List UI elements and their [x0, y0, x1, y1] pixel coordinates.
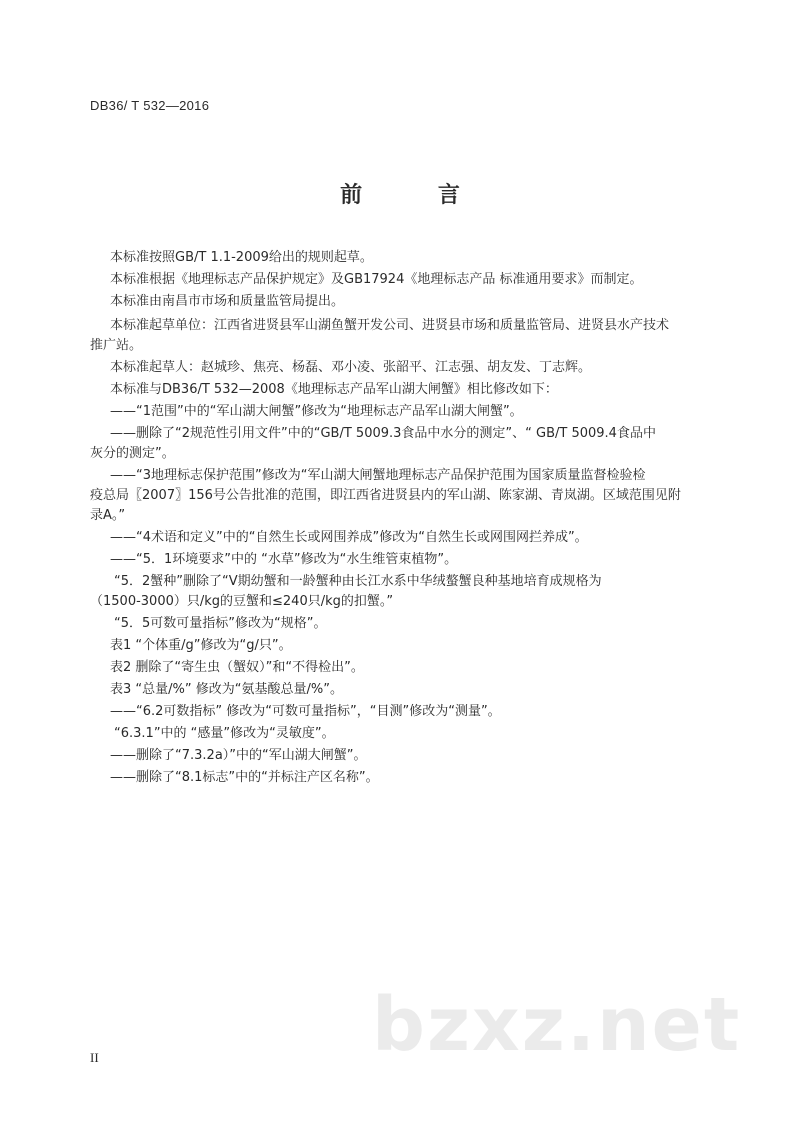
paragraph-line: ——“5．1环境要求”中的 “水草”修改为“水生维管束植物”。	[110, 552, 458, 567]
page-number: II	[90, 1050, 99, 1065]
paragraph-line: “5．2蟹种”删除了“Ⅴ期幼蟹和一龄蟹种由长江水系中华绒螯蟹良种基地培育成规格为	[114, 574, 602, 589]
paragraph-line: ——“6.2可数指标” 修改为“可数可量指标”，“目测”修改为“测量”。	[110, 704, 501, 719]
page-title: 前 言	[340, 183, 494, 208]
paragraph-line: ——删除了“7.3.2a）”中的“军山湖大闸蟹”。	[110, 748, 367, 763]
paragraph-line: 表3 “总量/%” 修改为“氨基酸总量/%”。	[110, 682, 343, 697]
paragraph-line: ——“4术语和定义”中的“自然生长或网围养成”修改为“自然生长或网围网拦养成”。	[110, 530, 588, 545]
paragraph-line: ——“1范围”中的“军山湖大闸蟹”修改为“地理标志产品军山湖大闸蟹”。	[110, 404, 523, 419]
paragraph-line: ——“3地理标志保护范围”修改为“军山湖大闸蟹地理标志产品保护范围为国家质量监督检验检	[110, 468, 646, 483]
paragraph-line: 疫总局〖2007〗156号公告批准的范围，即江西省进贤县内的军山湖、陈家湖、青岚湖。区域范围见附	[90, 488, 681, 503]
paragraph-line: （1500-3000）只/kg的豆蟹和≤240只/kg的扣蟹。”	[90, 594, 394, 609]
paragraph-line: 本标准起草人：赵城珍、焦亮、杨磊、邓小凌、张韶平、江志强、胡友发、丁志辉。	[110, 360, 592, 375]
paragraph-line: 推广站。	[90, 338, 143, 353]
paragraph-line: 表1 “个体重/g”修改为“g/只”。	[110, 638, 292, 653]
paragraph-line: “6.3.1”中的 “感量”修改为“灵敏度”。	[114, 726, 335, 741]
watermark: bzxz.net	[372, 982, 742, 1068]
paragraph-line: ——删除了“8.1标志”中的“并标注产区名称”。	[110, 770, 379, 785]
paragraph-line: 本标准根据《地理标志产品保护规定》及GB17924《地理标志产品 标准通用要求》而制定。	[110, 272, 643, 287]
paragraph-line: 录A。”	[90, 508, 126, 523]
paragraph-line: 本标准由南昌市市场和质量监管局提出。	[110, 294, 345, 309]
paragraph-line: 本标准与DB36/T 532—2008《地理标志产品军山湖大闸蟹》相比修改如下：	[110, 382, 558, 397]
paragraph-line: 表2 删除了“寄生虫（蟹奴）”和“不得检出”。	[110, 660, 364, 675]
paragraph-line: “5．5可数可量指标”修改为“规格”。	[114, 616, 327, 631]
paragraph-line: ——删除了“2规范性引用文件”中的“GB/T 5009.3食品中水分的测定”、“ GB/T 5009.4食品中	[110, 426, 656, 441]
standard-code: DB36/ T 532—2016	[90, 98, 210, 113]
paragraph-line: 本标准按照GB/T 1.1-2009给出的规则起草。	[110, 250, 373, 265]
paragraph-line: 本标准起草单位：江西省进贤县军山湖鱼蟹开发公司、进贤县市场和质量监管局、进贤县水产技术	[110, 318, 670, 333]
paragraph-line: 灰分的测定”。	[90, 446, 175, 461]
